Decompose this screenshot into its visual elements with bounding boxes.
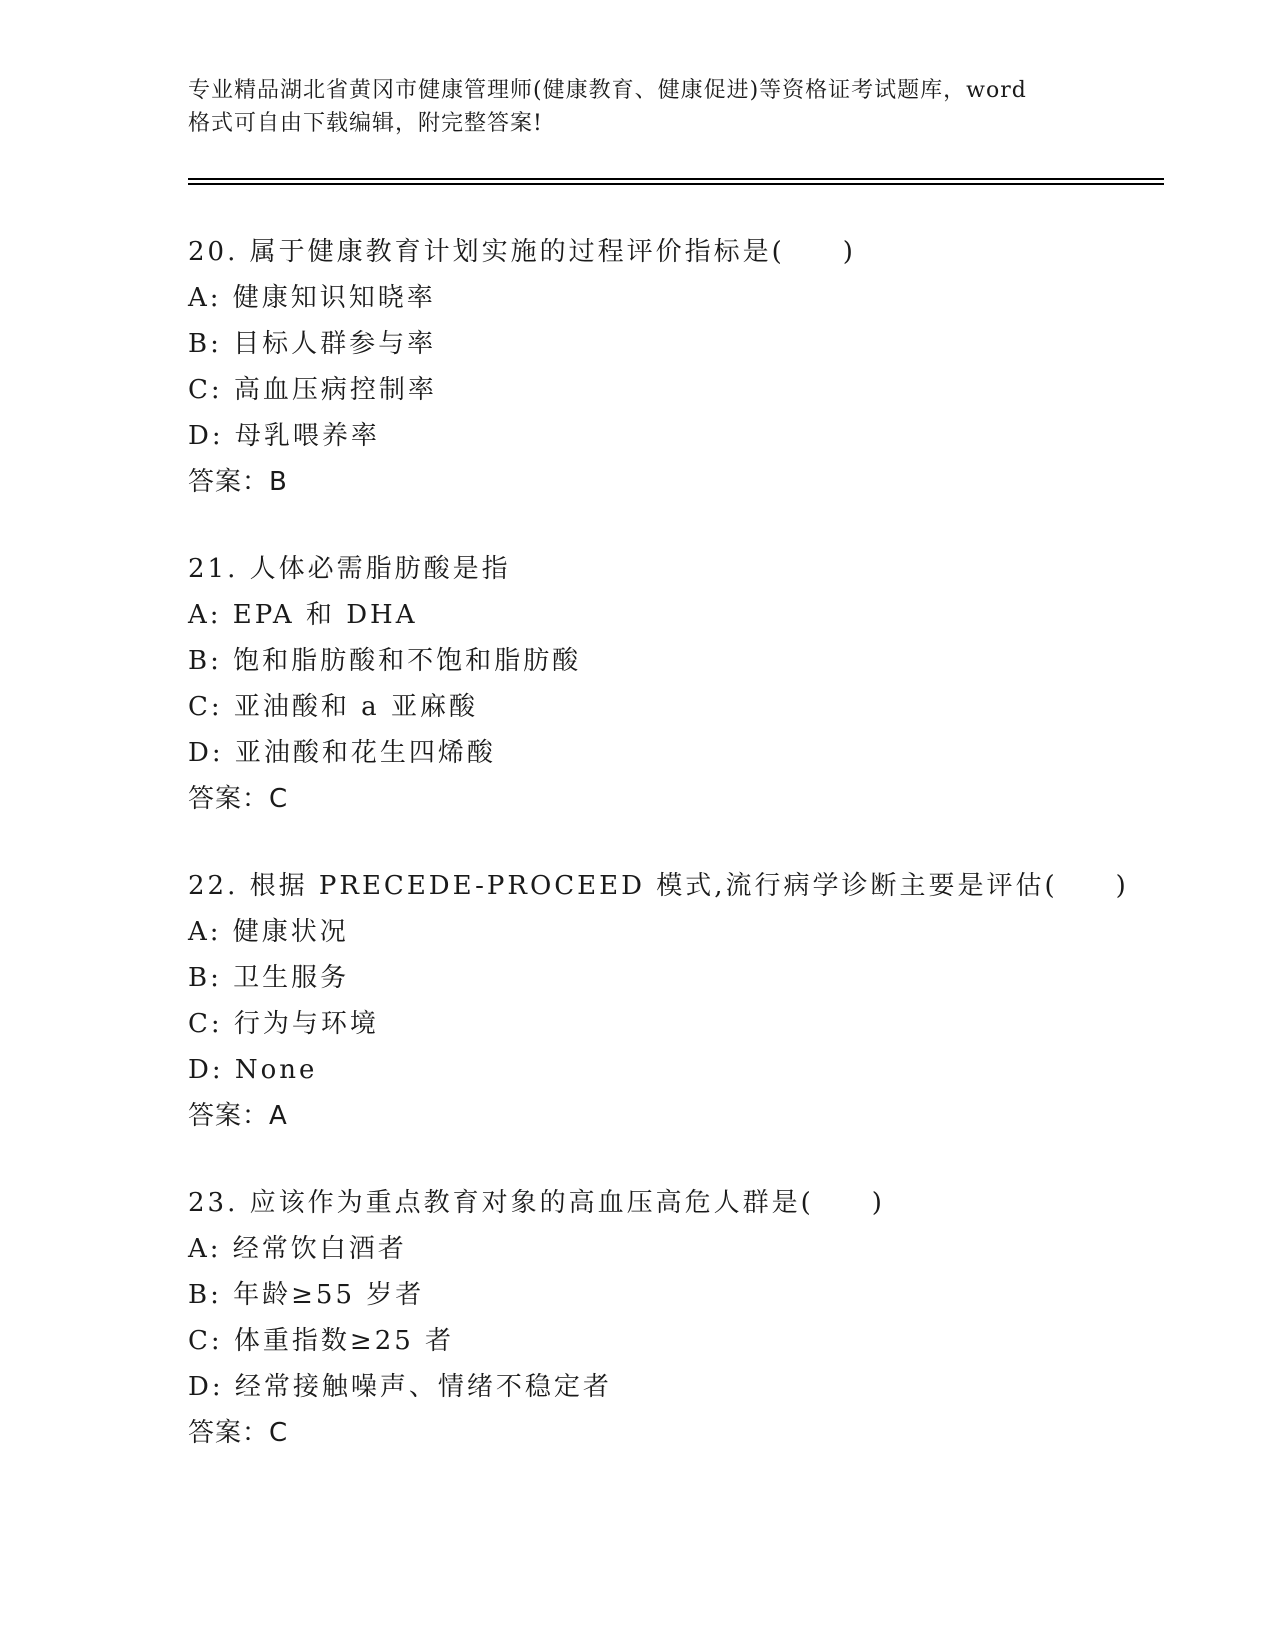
option-a: A: 健康状况 — [188, 917, 349, 947]
option-b: B: 饱和脂肪酸和不饱和脂肪酸 — [188, 646, 582, 676]
question-22 — [188, 863, 1148, 1139]
option-c: C: 高血压病控制率 — [188, 375, 437, 405]
option-c: C: 亚油酸和 a 亚麻酸 — [188, 692, 478, 722]
question-stem: 22. 根据 PRECEDE-PROCEED 模式,流行病学诊断主要是评估( ) — [188, 871, 1129, 901]
header-line-1: 专业精品湖北省黄冈市健康管理师(健康教育、健康促进)等资格证考试题库，word — [188, 78, 1027, 103]
option-a: A: 健康知识知晓率 — [188, 283, 436, 313]
option-d: D: 经常接触噪声、情绪不稳定者 — [188, 1372, 612, 1402]
question-21 — [188, 546, 1148, 822]
document-header — [188, 74, 1088, 140]
question-20 — [188, 229, 1148, 505]
header-divider-bottom — [188, 183, 1164, 185]
option-d: D: 母乳喂养率 — [188, 421, 380, 451]
question-stem: 21. 人体必需脂肪酸是指 — [188, 554, 511, 584]
question-23 — [188, 1180, 1148, 1456]
option-b: B: 年龄≥55 岁者 — [188, 1280, 425, 1310]
option-a: A: 经常饮白酒者 — [188, 1234, 407, 1264]
question-stem: 20. 属于健康教育计划实施的过程评价指标是( ) — [188, 237, 856, 267]
option-d: D: 亚油酸和花生四烯酸 — [188, 738, 496, 768]
option-c: C: 行为与环境 — [188, 1009, 379, 1039]
answer-line: 答案：B — [188, 467, 288, 497]
option-b: B: 目标人群参与率 — [188, 329, 437, 359]
header-divider-top — [188, 178, 1164, 180]
option-a: A: EPA 和 DHA — [188, 600, 418, 630]
header-line-2: 格式可自由下载编辑，附完整答案! — [188, 111, 543, 136]
option-b: B: 卫生服务 — [188, 963, 350, 993]
answer-line: 答案：A — [188, 1101, 288, 1131]
option-d: D: None — [188, 1055, 318, 1085]
answer-line: 答案：C — [188, 1418, 289, 1448]
option-c: C: 体重指数≥25 者 — [188, 1326, 455, 1356]
answer-line: 答案：C — [188, 784, 289, 814]
question-stem: 23. 应该作为重点教育对象的高血压高危人群是( ) — [188, 1188, 885, 1218]
